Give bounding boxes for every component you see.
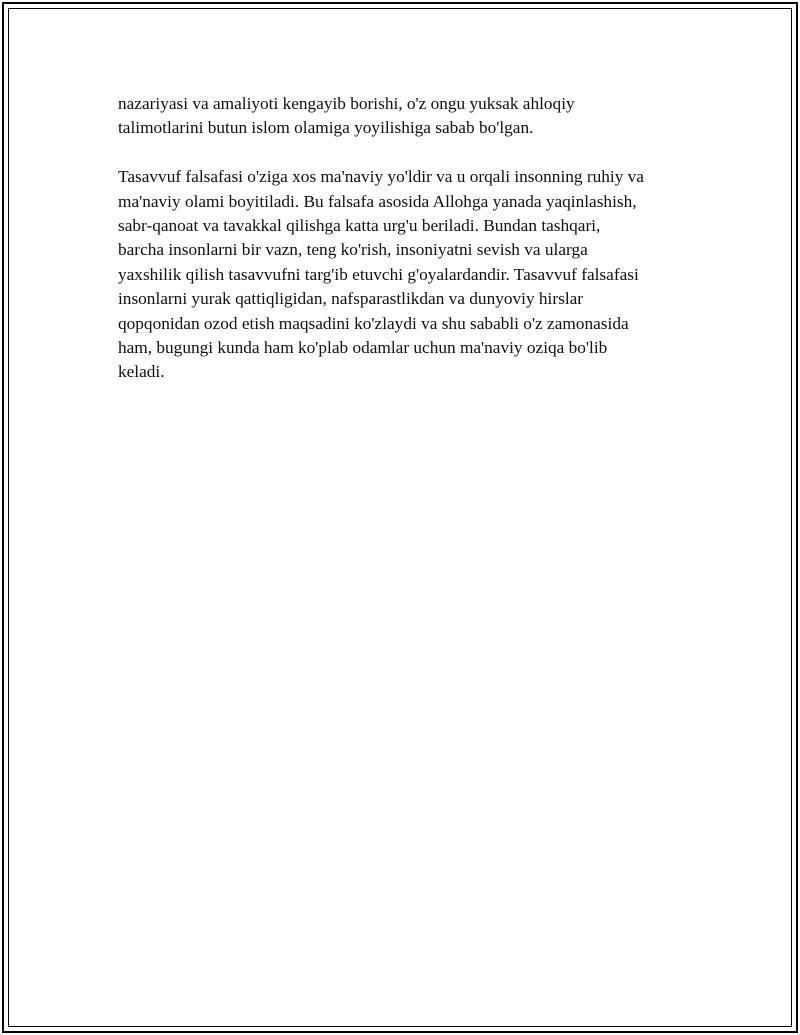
paragraph-2: Tasavvuf falsafasi o'ziga xos ma'naviy yo'ldir va u orqali insonning ruhiy va ma'naviy olami boyitiladi. Bu falsafa asosida Allohga yanada yaqinlashish, sabr-qanoat va tavakkal qilishga katta urg'u beriladi. Bundan tashqari, barcha insonlarni bir vazn, teng ko'rish, insoniyatni sevish va ularga yaxshilik qilish tasavvufni targ'ib etuvchi g'oyalardandir. Tasavvuf falsafasi insonlarni yurak qattiqligidan, nafsparastlikdan va dunyoviy hirslar qopqonidan ozod etish maqsadini ko'zlaydi va shu sababli o'z zamonasida ham, bugungi kunda ham ko'plab odamlar uchun ma'naviy oziqa bo'lib keladi. bbox=[118, 167, 644, 382]
paragraph-1: nazariyasi va amaliyoti kengayib borishi, o'z ongu yuksak ahloqiy talimotlarini butun islom olamiga yoyilishiga sabab bo'lgan. bbox=[118, 94, 575, 138]
document-body bbox=[118, 92, 690, 385]
